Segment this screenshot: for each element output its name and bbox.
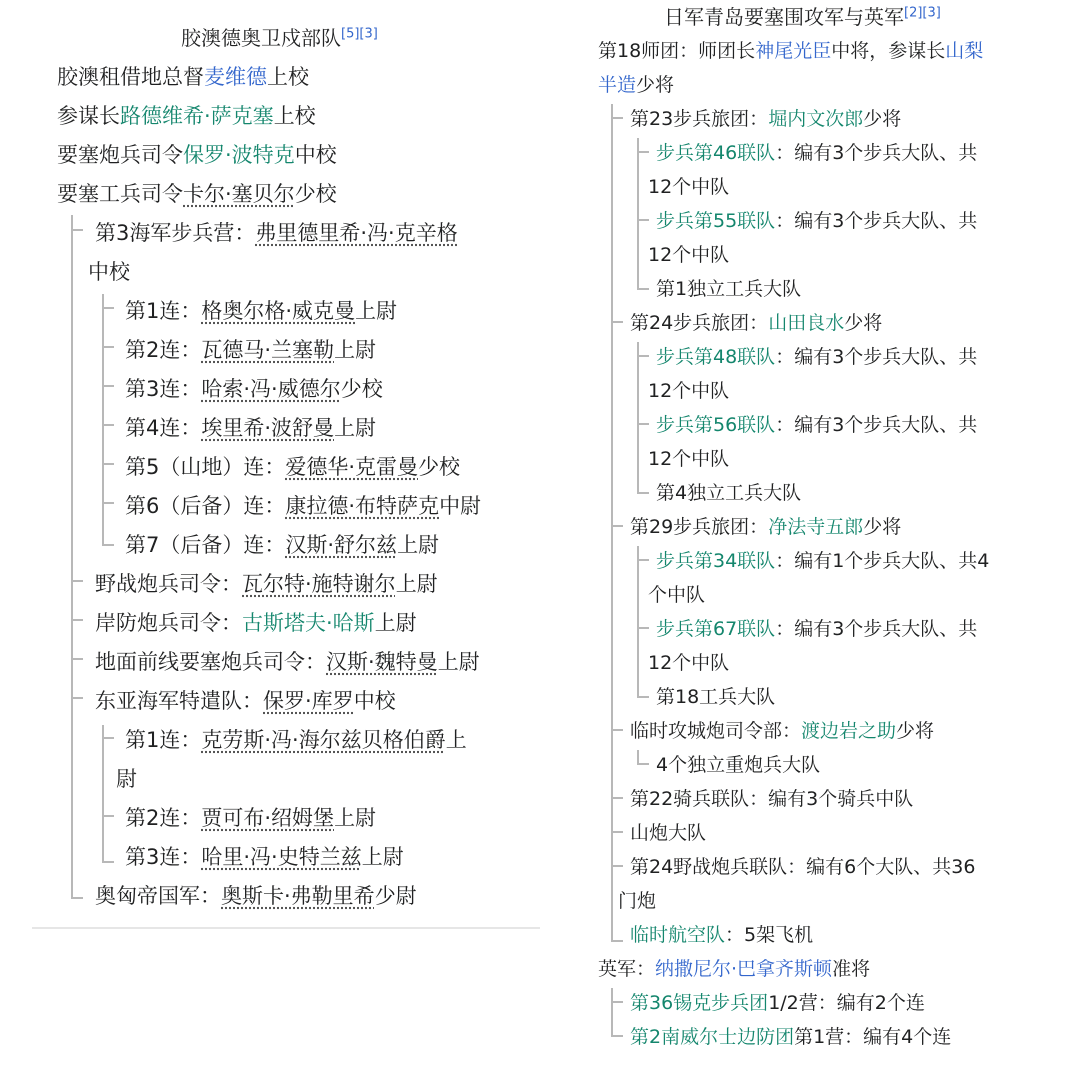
left-list-item [57,62,309,92]
text: 上尉 [334,338,377,362]
name-with-tooltip[interactable]: 格奥尔格·威克曼 [201,299,356,323]
text: 第3海军步兵营： [95,221,256,245]
text: ：编有3个步兵大队、共 [775,414,978,436]
text: 参谋长 [57,104,120,128]
right-list-item [648,444,729,474]
text: 上尉 [397,533,440,557]
text: 中校 [294,143,337,167]
right-list-item [656,478,801,508]
text: 第3连： [125,377,202,401]
right-title-text: 日军青岛要塞围攻军与英军 [664,5,904,29]
right-list-item [630,818,706,848]
text: 野战炮兵司令： [95,572,242,596]
text: 少将 [863,108,902,130]
text: 胶澳租借地总督 [57,65,204,89]
left-list-item [125,374,383,404]
right-list-item [630,104,901,134]
name-with-tooltip[interactable]: 卡尔·塞贝尔 [183,182,295,206]
name-with-tooltip[interactable]: 瓦尔特·施特谢尔 [242,572,396,596]
wiki-link[interactable]: 步兵第67联队 [656,618,776,640]
wiki-link[interactable]: 临时航空队 [630,924,726,946]
wiki-link[interactable]: 步兵第34联队 [656,550,776,572]
wiki-link[interactable]: 山梨 [945,40,984,62]
wiki-link[interactable]: 神尾光臣 [755,40,832,62]
text: ：编有1个步兵大队、共4 [775,550,990,572]
text: 第1独立工兵大队 [656,278,802,300]
text: 上尉 [361,845,404,869]
text: 第3连： [125,845,202,869]
text: ：编有3个步兵大队、共 [775,618,978,640]
text: 12个中队 [648,176,730,198]
text: 上尉 [334,416,377,440]
name-with-tooltip[interactable]: 瓦德马·兰塞勒 [201,338,335,362]
right-list-item [656,274,801,304]
wiki-link[interactable]: 山田良水 [768,312,845,334]
left-list-item [125,803,376,833]
right-list-item [648,240,729,270]
name-with-tooltip[interactable]: 埃里希·波舒曼 [201,416,335,440]
text: 上校 [267,65,309,89]
right-list-item [648,376,729,406]
wiki-link[interactable]: 第36锡克步兵团 [630,992,769,1014]
left-list-item [125,413,376,443]
name-with-tooltip[interactable]: 汉斯·舒尔兹 [285,533,398,557]
text: 第29步兵旅团： [630,516,769,538]
text: 1/2营：编有2个连 [768,992,925,1014]
left-list-item [57,179,337,209]
text: 少校 [340,377,383,401]
section-divider [32,927,540,929]
text: 山炮大队 [630,822,707,844]
text: 上尉 [334,806,377,830]
text: 第4独立工兵大队 [656,482,802,504]
wiki-link[interactable]: 堀内文次郎 [768,108,864,130]
text: 第7（后备）连： [125,533,286,557]
text: 第5（山地）连： [125,455,286,479]
text: 第23步兵旅团： [630,108,769,130]
text: 第18工兵大队 [656,686,776,708]
text: ：编有3个步兵大队、共 [775,346,978,368]
text: 要塞炮兵司令 [57,143,183,167]
name-with-tooltip[interactable]: 奥斯卡·弗勒里希 [221,884,375,908]
text: 第2连： [125,338,202,362]
text: 第24步兵旅团： [630,312,769,334]
right-list-item [648,172,729,202]
right-list-item [656,342,977,372]
text: 少尉 [374,884,417,908]
name-with-tooltip[interactable]: 爱德华·克雷曼 [285,455,419,479]
left-list-item [95,647,480,677]
left-list-item [95,569,438,599]
right-list-item [630,920,813,950]
name-with-tooltip[interactable]: 康拉德·布特萨克 [285,494,440,518]
left-list-item [125,335,376,365]
left-list-item [125,842,404,872]
right-list-item [618,886,656,916]
right-list-item [656,206,977,236]
right-list-item [598,36,983,66]
wiki-link[interactable]: 古斯塔夫·哈斯 [242,611,375,635]
left-list-item [95,608,417,638]
right-list-item [630,988,925,1018]
text: 第22骑兵联队：编有3个骑兵中队 [630,788,914,810]
wiki-link[interactable]: 路德维希·萨克塞 [120,104,274,128]
right-list-item [630,308,882,338]
text: ：5架飞机 [725,924,814,946]
name-with-tooltip[interactable]: 哈里·冯·史特兰兹 [201,845,362,869]
wiki-link[interactable]: 纳撒尼尔·巴拿齐斯顿 [655,958,833,980]
text: 少校 [418,455,461,479]
wiki-link[interactable]: 步兵第48联队 [656,346,776,368]
right-list-item [598,70,674,100]
text: 中将，参谋长 [831,40,946,62]
text: 中校 [353,689,396,713]
text: 第1营：编有4个连 [794,1026,952,1048]
text: 尉 [116,767,137,791]
name-with-tooltip[interactable]: 克劳斯·冯·海尔兹贝格伯爵 [201,728,446,752]
left-title-refs[interactable]: [5][3] [341,26,378,42]
text: 岸防炮兵司令： [95,611,242,635]
text: 12个中队 [648,448,730,470]
text: 第1连： [125,299,202,323]
wiki-link[interactable]: 净法寺五郎 [768,516,864,538]
right-list-item [648,648,729,678]
text: 少将 [636,74,675,96]
text: 第4连： [125,416,202,440]
left-list-item [95,218,458,248]
text: ：编有3个步兵大队、共 [775,210,978,232]
right-list-item [648,580,705,610]
left-list-item [116,764,137,794]
text: 上尉 [374,611,417,635]
right-table-title [664,3,941,31]
wiki-link[interactable]: 步兵第55联队 [656,210,776,232]
text: 上尉 [395,572,438,596]
left-list-item [95,686,396,716]
text: 第6（后备）连： [125,494,286,518]
right-list-item [656,614,977,644]
text: ：编有3个步兵大队、共 [775,142,978,164]
right-list-item [598,954,870,984]
name-with-tooltip[interactable]: 汉斯·魏特曼 [326,650,438,674]
wiki-link[interactable]: 第2南威尔士边防团 [630,1026,795,1048]
left-list-item [95,881,417,911]
text: 第18师团：师团长 [598,40,756,62]
text: 东亚海军特遣队： [95,689,263,713]
left-title-text: 胶澳德奥卫戍部队 [181,26,341,50]
text: 地面前线要塞炮兵司令： [95,650,326,674]
left-list-item [88,257,130,287]
right-list-item [656,138,977,168]
text: 12个中队 [648,652,730,674]
right-list-item [630,784,913,814]
right-title-refs[interactable]: [2][3] [904,5,941,21]
text: 临时攻城炮司令部： [630,720,802,742]
left-list-item [125,296,397,326]
wiki-link[interactable]: 步兵第46联队 [656,142,776,164]
name-with-tooltip[interactable]: 保罗·库罗 [263,689,354,713]
right-list-item [630,716,934,746]
name-with-tooltip[interactable]: 哈索·冯·威德尔 [201,377,341,401]
text: 上尉 [355,299,398,323]
wiki-link[interactable]: 步兵第56联队 [656,414,776,436]
left-list-item [125,530,439,560]
text: 少将 [863,516,902,538]
text: 少将 [896,720,935,742]
text: 少将 [844,312,883,334]
left-list-item [125,725,467,755]
left-table-title [181,24,378,52]
text: 上校 [273,104,316,128]
text: 英军： [598,958,656,980]
text: 12个中队 [648,380,730,402]
right-list-item [630,852,975,882]
name-with-tooltip[interactable]: 贾可布·绍姆堡 [201,806,335,830]
left-list-item [57,140,337,170]
left-list-item [125,452,460,482]
text: 中尉 [439,494,482,518]
right-list-item [656,682,775,712]
name-with-tooltip[interactable]: 弗里德里希·冯·克辛格 [255,221,458,245]
text: 少校 [294,182,337,206]
text: 个中队 [648,584,706,606]
wiki-link[interactable]: 保罗·波特克 [183,143,295,167]
right-list-item [656,410,977,440]
text: 中校 [88,260,130,284]
text: 第24野战炮兵联队：编有6个大队、共36 [630,856,976,878]
right-list-item [656,750,820,780]
wiki-link[interactable]: 麦维德 [204,65,267,89]
text: 4个独立重炮兵大队 [656,754,821,776]
left-list-item [125,491,481,521]
text: 上尉 [437,650,480,674]
wiki-link[interactable]: 半造 [598,74,637,96]
text: 第2连： [125,806,202,830]
text: 要塞工兵司令 [57,182,183,206]
text: 奥匈帝国军： [95,884,221,908]
left-list-item [57,101,316,131]
text: 12个中队 [648,244,730,266]
text: 准将 [832,958,871,980]
text: 第1连： [125,728,202,752]
right-list-item [630,512,901,542]
right-list-item [656,546,989,576]
text: 门炮 [618,890,657,912]
text: 上 [445,728,467,752]
right-list-item [630,1022,951,1052]
wiki-link[interactable]: 渡边岩之助 [801,720,897,742]
